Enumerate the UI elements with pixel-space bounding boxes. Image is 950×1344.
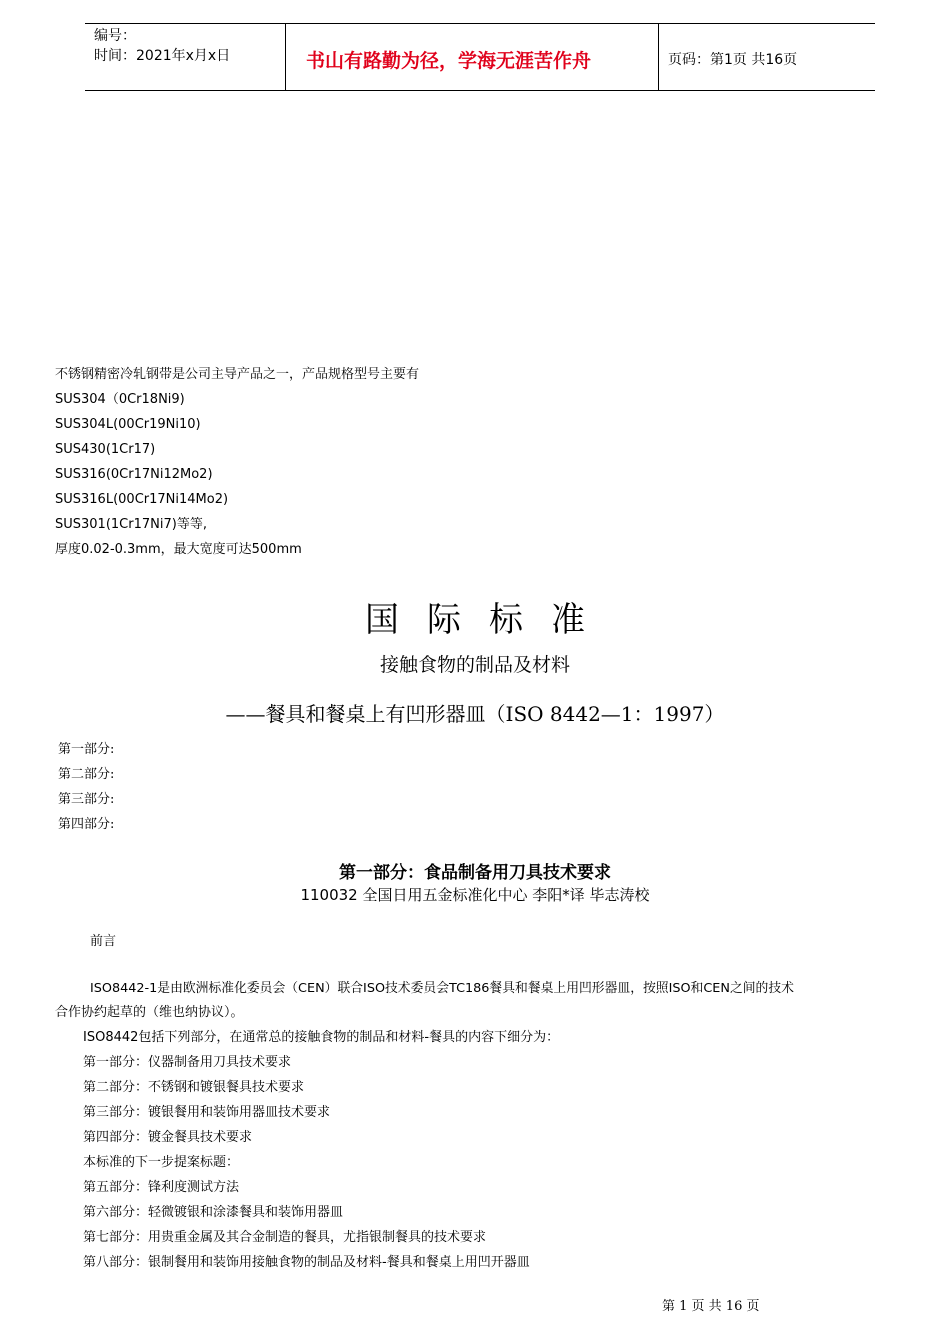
section-list-item: 第一部分：仪器制备用刀具技术要求 xyxy=(83,1055,292,1070)
parts-list-item: 第二部分: xyxy=(58,767,115,782)
serial-label: 编号： xyxy=(94,28,136,44)
section-list-item: 第六部分：轻微镀银和涂漆餐具和装饰用器皿 xyxy=(83,1205,344,1220)
page-footer: 第 1 页 共 16 页 xyxy=(662,1299,760,1314)
parts-list-item: 第三部分: xyxy=(58,792,115,807)
section-list-item: 第七部分：用贵重金属及其合金制造的餐具，尤指银制餐具的技术要求 xyxy=(83,1230,487,1245)
section-list-item: 第八部分：银制餐用和装饰用接触食物的制品及材料-餐具和餐桌上用凹开器皿 xyxy=(83,1255,530,1270)
intro-line: SUS316(0Cr17Ni12Mo2) xyxy=(55,467,213,482)
section-list-item: 本标准的下一步提案标题： xyxy=(83,1155,240,1170)
header-divider-right xyxy=(658,23,659,90)
intro-line: 不锈钢精密冷轧钢带是公司主导产品之一，产品规格型号主要有 xyxy=(55,367,420,382)
section-heading: 第一部分：食品制备用刀具技术要求 xyxy=(339,863,611,883)
preface-label: 前言 xyxy=(90,934,117,949)
header-bottom-rule xyxy=(85,90,875,91)
parts-list-item: 第一部分: xyxy=(58,742,115,757)
intro-line: 厚度0.02-0.3mm，最大宽度可达500mm xyxy=(55,542,302,557)
intro-line: SUS304（0Cr18Ni9) xyxy=(55,392,185,407)
preface-paragraph-line: 合作协约起草的（维也纳协议）。 xyxy=(55,1005,244,1020)
section-list-item: ISO8442包括下列部分，在通常总的接触食物的制品和材料-餐具的内容下细分为： xyxy=(83,1030,560,1045)
section-org-line: 110032 全国日用五金标准化中心 李阳*译 毕志涛校 xyxy=(300,886,650,904)
section-list-item: 第三部分：镀银餐用和装饰用器皿技术要求 xyxy=(83,1105,331,1120)
section-list-item: 第二部分：不锈钢和镀银餐具技术要求 xyxy=(83,1080,305,1095)
intro-line: SUS316L(00Cr17Ni14Mo2) xyxy=(55,492,229,507)
section-list-item: 第五部分：锋利度测试方法 xyxy=(83,1180,240,1195)
header-page-info: 页码：第1页 共16页 xyxy=(668,52,798,68)
document-title: 国际标准 xyxy=(365,600,613,640)
header-top-rule xyxy=(85,23,875,24)
document-subtitle: 接触食物的制品及材料 xyxy=(379,654,570,676)
intro-line: SUS430(1Cr17) xyxy=(55,442,156,457)
parts-list-item: 第四部分: xyxy=(58,817,115,832)
section-list-item: 第四部分：镀金餐具技术要求 xyxy=(83,1130,253,1145)
preface-paragraph-line: ISO8442-1是由欧洲标准化委员会（CEN）联合ISO技术委员会TC186餐具和餐桌上用凹形器皿，按照ISO和CEN之间的技术 xyxy=(90,981,794,996)
header-motto: 书山有路勤为径，学海无涯苦作舟 xyxy=(306,50,592,72)
intro-line: SUS301(1Cr17Ni7)等等, xyxy=(55,517,207,532)
intro-line: SUS304L(00Cr19Ni10) xyxy=(55,417,201,432)
header-divider-left xyxy=(285,23,286,90)
time-label: 时间：2021年x月x日 xyxy=(94,48,231,64)
document-subtitle-2: ——餐具和餐桌上有凹形器皿（ISO 8442—1：1997） xyxy=(225,702,725,726)
